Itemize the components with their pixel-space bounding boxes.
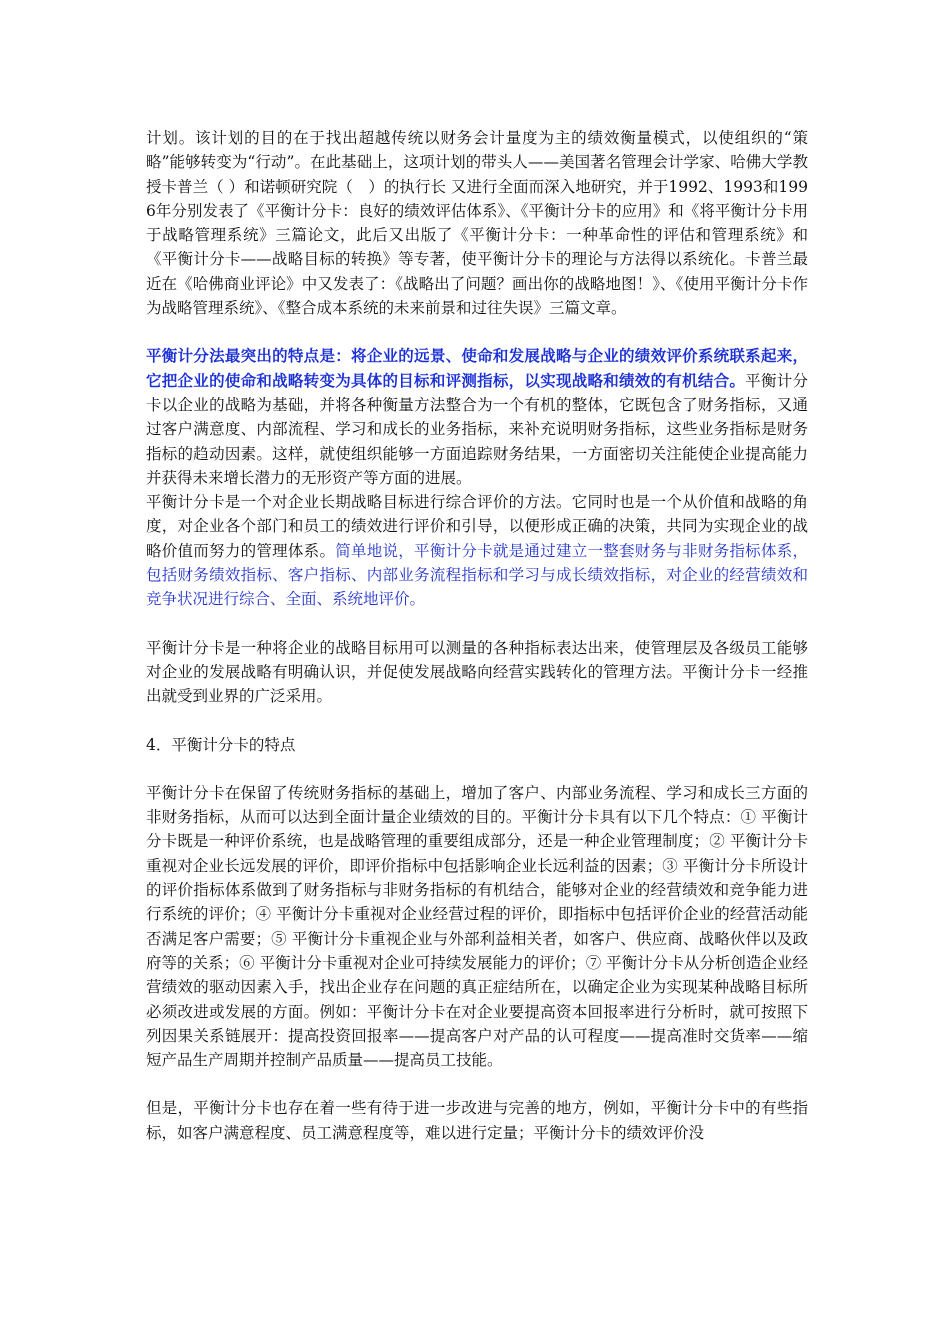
paragraph-gap xyxy=(146,612,808,636)
section-heading: 4．平衡计分卡的特点 xyxy=(146,735,296,754)
highlight-bold-text: 平衡计分法最突出的特点是：将企业的远景、使命和发展战略与企业的绩效评价系统联系起来，它把企业的使命和战略转变为具体的目标和评测指标，以实现战略和绩效的有机结合。 xyxy=(146,346,808,390)
document-page xyxy=(146,126,808,1145)
paragraph-method: 平衡计分卡是一种将企业的战略目标用可以测量的各种指标表达出来，使管理层及各级员工能够对企业的发展战略有明确认识，并促使发展战略向经营实践转化的管理方法。平衡计分卡一经推出就受到业界的广泛采用。 xyxy=(146,638,808,706)
paragraph-gap xyxy=(146,320,808,344)
paragraph-key-feature xyxy=(146,344,808,490)
paragraph-body-text: 平衡计分卡以企业的战略为基础，并将各种衡量方法整合为一个有机的整体，它既包含了财务指标，又通过客户满意度、内部流程、学习和成长的业务指标，来补充说明财务指标，这些业务指标是财务指标的趋动因素。这样，就使组织能够一方面追踪财务结果，一方面密切关注能使企业提高能力并获得未来增长潜力的无形资产等方面的进展。 xyxy=(146,371,808,487)
paragraph-characteristics: 平衡计分卡在保留了传统财务指标的基础上，增加了客户、内部业务流程、学习和成长三方面的非财务指标，从而可以达到全面计量企业绩效的目的。平衡计分卡具有以下几个特点：① 平衡计分卡既是一种评价系统，也是战略管理的重要组成部分，还是一种企业管理制度；② 平衡计分卡重视对企业长远发展的评价，即评价指标中包括影响企业长远利益的因素；③ 平衡计分卡所设计的评价指标体系做到了财务指标与非财务指标的有机结合，能够对企业的经营绩效和竞争能力进行系统的评价；④ 平衡计分卡重视对企业经营过程的评价，即指标中包括评价企业的经营活动能否满足客户需要；⑤ 平衡计分卡重视企业与外部利益相关者，如客户、供应商、战略伙伴以及政府等的关系；⑥ 平衡计分卡重视对企业可持续发展能力的评价；⑦ 平衡计分卡从分析创造企业经营绩效的驱动因素入手，找出企业存在问题的真正症结所在，以确定企业为实现某种战略目标所必须改进或发展的方面。例如：平衡计分卡在对企业要提高资本回报率进行分析时，就可按照下列因果关系链展开：提高投资回报率——提高客户对产品的认可程度——提高准时交货率——缩短产品生产周期并控制产品质量——提高员工技能。 xyxy=(146,783,808,1070)
paragraph-history: 计划。该计划的目的在于找出超越传统以财务会计量度为主的绩效衡量模式，以使组织的“策略”能够转变为“行动”。在此基础上，这项计划的带头人——美国著名管理会计学家、哈佛大学教授卡普兰（ ）和诺顿研究院（ ）的执行长 又进行全面而深入地研究，并于1992、1993和1996年分别发表了《平衡计分卡：良好的绩效评估体系》、《平衡计分卡的应用》和《将平衡计分卡用于战略管理系统》三篇论文，此后又出版了《平衡计分卡：一种革命性的评估和管理系统》和《平衡计分卡——战略目标的转换》等专著，使平衡计分卡的理论与方法得以系统化。卡普兰最近在《哈佛商业评论》中又发表了：《战略出了问题？画出你的战略地图！》、《使用平衡计分卡作为战略管理系统》、《整合成本系统的未来前景和过往失误》三篇文章。 xyxy=(146,129,808,318)
paragraph-body-text: 平衡计分卡是一个对企业长期战略目标进行综合评价的方法。它同时也是一个从价值和战略的角度，对企业各个部门和员工的绩效进行评价和引导，以便形成正确的决策，共同为实现企业的战略价值而努力的管理体系。 xyxy=(146,493,808,560)
highlight-blue-text: 简单地说，平衡计分卡就是通过建立一整套财务与非财务指标体系，包括财务绩效指标、客户指标、内部业务流程指标和学习与成长绩效指标，对企业的经营绩效和竞争状况进行综合、全面、系统地评价。 xyxy=(146,541,808,609)
paragraph-limitations: 但是，平衡计分卡也存在着一些有待于进一步改进与完善的地方，例如，平衡计分卡中的有些指标，如客户满意程度、员工满意程度等，难以进行定量；平衡计分卡的绩效评价没 xyxy=(146,1099,808,1142)
paragraph-gap xyxy=(146,1072,808,1096)
paragraph-gap xyxy=(146,709,808,733)
paragraph-definition xyxy=(146,490,808,611)
paragraph-gap xyxy=(146,757,808,781)
